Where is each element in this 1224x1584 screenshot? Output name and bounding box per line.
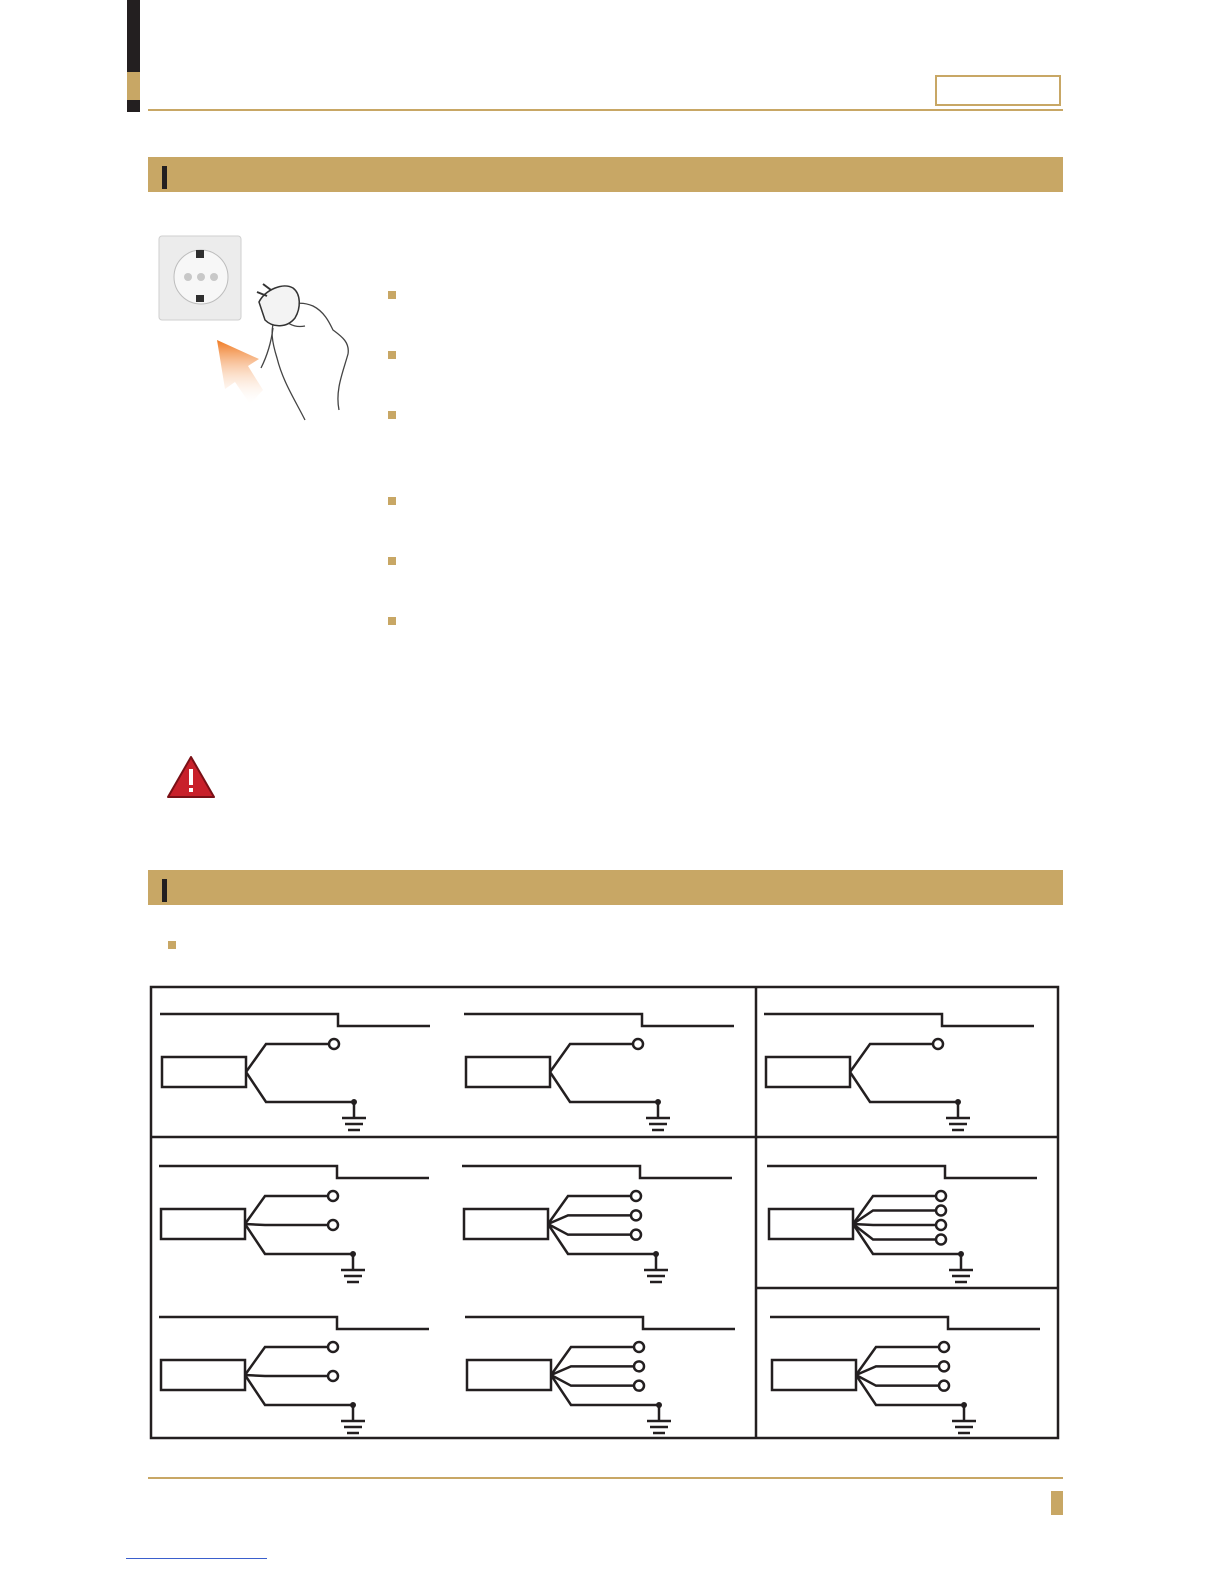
diagram-wire xyxy=(550,1044,632,1072)
diagram-terminal xyxy=(939,1381,949,1391)
footer-rule xyxy=(148,1477,1063,1479)
diagram-box xyxy=(766,1057,850,1087)
footer-link-underline xyxy=(126,1558,267,1559)
diagram-terminal xyxy=(328,1191,338,1201)
diagram-terminal xyxy=(933,1039,943,1049)
diagram-step-line xyxy=(159,1317,429,1329)
diagram-terminal xyxy=(939,1361,949,1371)
diagram-wire xyxy=(245,1224,327,1225)
diagram-terminal xyxy=(328,1220,338,1230)
diagram-wire xyxy=(850,1044,932,1072)
diagram-terminal xyxy=(329,1039,339,1049)
diagram-frame xyxy=(151,987,1058,1438)
ground-node xyxy=(351,1099,357,1105)
ground-node xyxy=(655,1099,661,1105)
diagram-terminal xyxy=(631,1210,641,1220)
diagram-wire xyxy=(853,1224,935,1225)
diagram-step-line xyxy=(767,1166,1037,1178)
diagram-terminal xyxy=(631,1230,641,1240)
ground-node xyxy=(656,1402,662,1408)
diagram-box xyxy=(769,1209,853,1239)
diagram-box xyxy=(772,1360,856,1390)
diagram-step-line xyxy=(160,1014,430,1026)
diagram-step-line xyxy=(462,1166,732,1178)
ground-node xyxy=(350,1402,356,1408)
diagram-box xyxy=(467,1360,551,1390)
diagram-wire xyxy=(850,1072,958,1102)
diagram-wire xyxy=(548,1224,630,1235)
diagram-terminal xyxy=(939,1342,949,1352)
diagram-step-line xyxy=(464,1014,734,1026)
diagram-wire xyxy=(246,1044,328,1072)
diagram-terminal xyxy=(936,1220,946,1230)
page-number-box xyxy=(1051,1491,1063,1515)
diagram-wire xyxy=(550,1072,658,1102)
ground-node xyxy=(350,1251,356,1257)
diagram-wire xyxy=(548,1215,630,1224)
diagram-step-line xyxy=(764,1014,1034,1026)
diagram-box xyxy=(466,1057,550,1087)
diagram-box xyxy=(464,1209,548,1239)
diagram-wire xyxy=(551,1366,633,1375)
diagram-step-line xyxy=(159,1166,429,1178)
diagram-wire xyxy=(856,1366,938,1375)
diagram-terminal xyxy=(328,1342,338,1352)
diagram-terminal xyxy=(634,1381,644,1391)
diagram-wire xyxy=(856,1375,938,1386)
diagram-wire xyxy=(853,1211,935,1225)
diagram-terminal xyxy=(634,1361,644,1371)
ground-node xyxy=(958,1251,964,1257)
diagram-wire xyxy=(853,1224,935,1240)
diagram-step-line xyxy=(770,1317,1040,1329)
diagram-box xyxy=(161,1209,245,1239)
diagram-box xyxy=(161,1360,245,1390)
diagram-terminal xyxy=(631,1191,641,1201)
diagram-box xyxy=(162,1057,246,1087)
diagram-terminal xyxy=(328,1371,338,1381)
diagram-wire xyxy=(551,1375,633,1386)
ground-node xyxy=(955,1099,961,1105)
diagram-step-line xyxy=(465,1317,735,1329)
diagram-terminal xyxy=(936,1191,946,1201)
diagram-terminal xyxy=(936,1206,946,1216)
ground-node xyxy=(653,1251,659,1257)
diagram-wire xyxy=(246,1072,354,1102)
diagram-wire xyxy=(245,1347,327,1375)
diagram-terminal xyxy=(936,1235,946,1245)
ground-node xyxy=(961,1402,967,1408)
diagram-terminal xyxy=(633,1039,643,1049)
diagram-wire xyxy=(245,1375,327,1376)
diagram-wire xyxy=(245,1196,327,1224)
diagram-terminal xyxy=(634,1342,644,1352)
